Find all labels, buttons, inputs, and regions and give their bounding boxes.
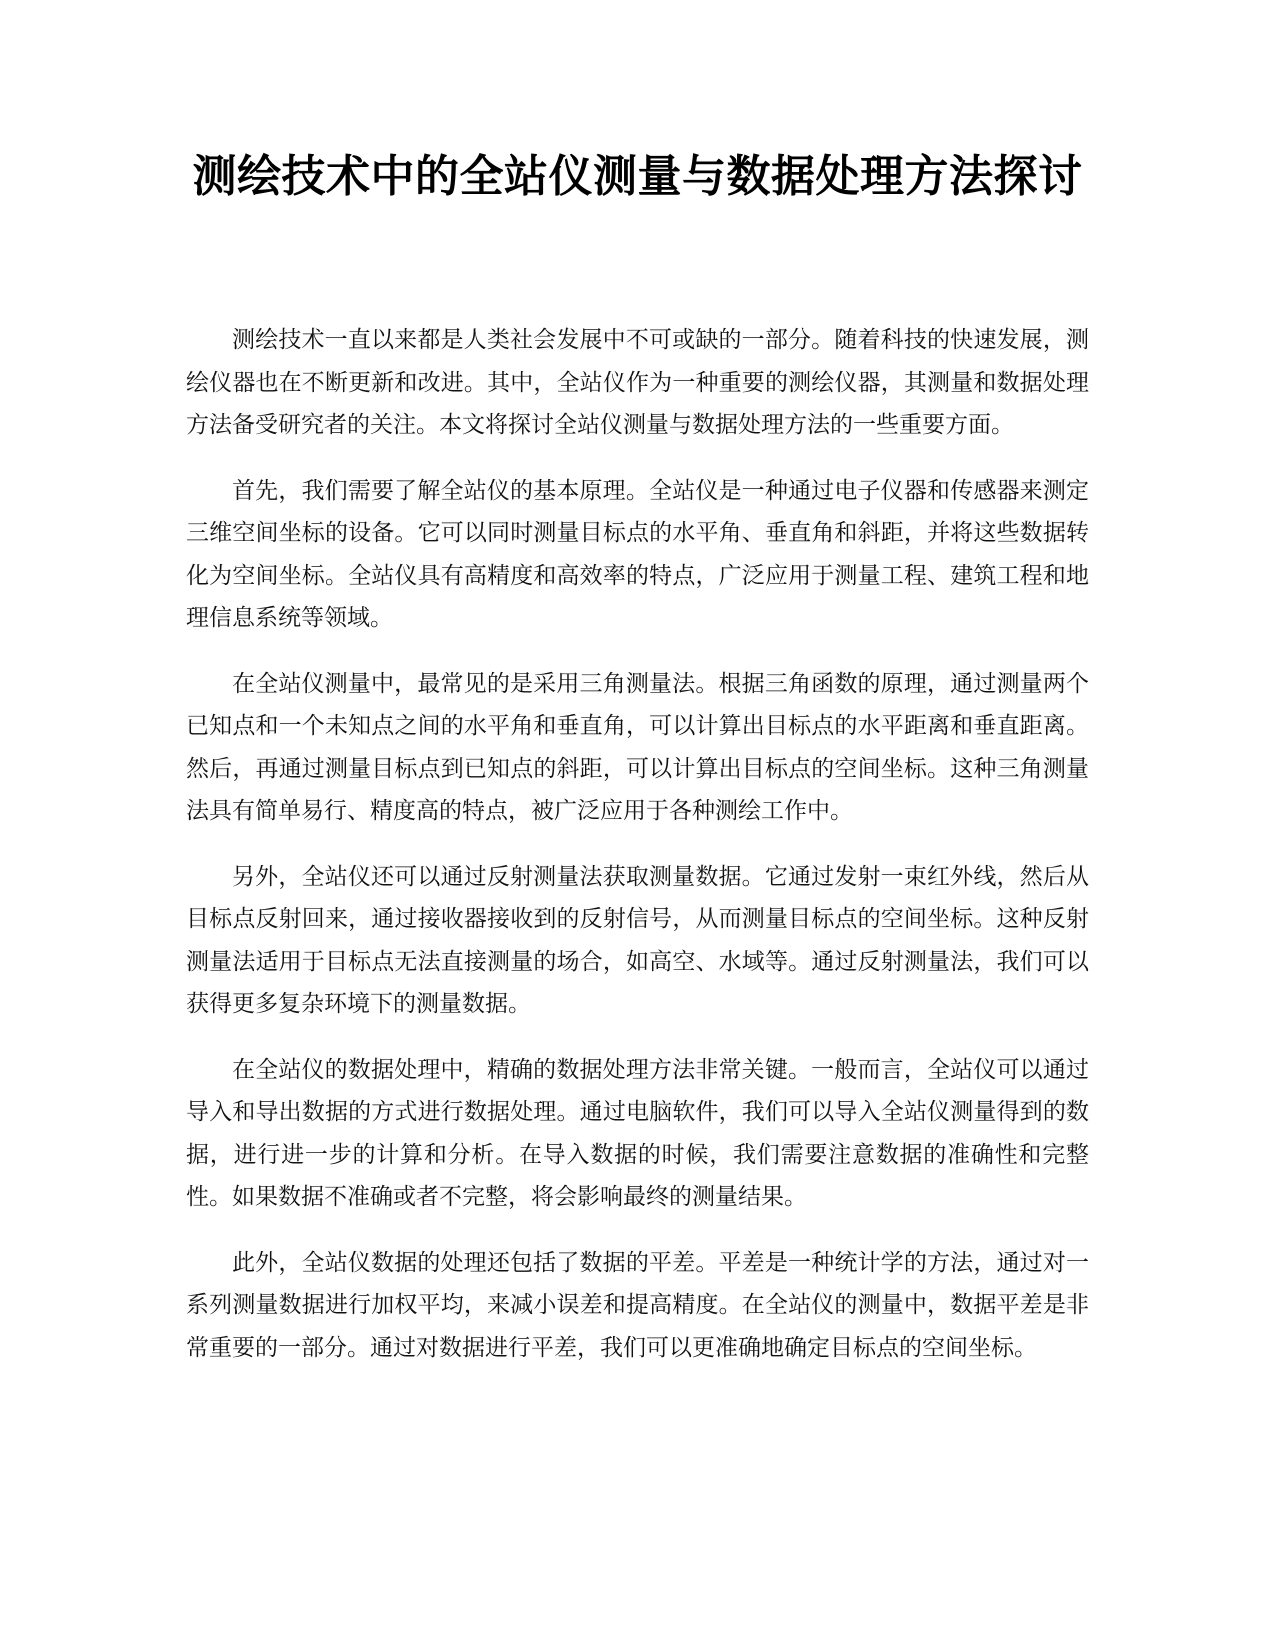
paragraph-triangulation: 在全站仪测量中，最常见的是采用三角测量法。根据三角函数的原理，通过测量两个已知点和一个未知点之间的水平角和垂直角，可以计算出目标点的水平距离和垂直距离。然后，再通过测量目标点到已知点的斜距，可以计算出目标点的空间坐标。这种三角测量法具有简单易行、精度高的特点，被广泛应用于各种测绘工作中。	[186, 670, 1089, 824]
paragraph-principle: 首先，我们需要了解全站仪的基本原理。全站仪是一种通过电子仪器和传感器来测定三维空间坐标的设备。它可以同时测量目标点的水平角、垂直角和斜距，并将这些数据转化为空间坐标。全站仪具有高精度和高效率的特点，广泛应用于测量工程、建筑工程和地理信息系统等领域。	[186, 477, 1089, 631]
paragraph-adjustment: 此外，全站仪数据的处理还包括了数据的平差。平差是一种统计学的方法，通过对一系列测量数据进行加权平均，来减小误差和提高精度。在全站仪的测量中，数据平差是非常重要的一部分。通过对数据进行平差，我们可以更准确地确定目标点的空间坐标。	[186, 1249, 1089, 1361]
document-title: 测绘技术中的全站仪测量与数据处理方法探讨	[192, 151, 1083, 202]
document-body	[186, 319, 1089, 1392]
paragraph-data-processing: 在全站仪的数据处理中，精确的数据处理方法非常关键。一般而言，全站仪可以通过导入和导出数据的方式进行数据处理。通过电脑软件，我们可以导入全站仪测量得到的数据，进行进一步的计算和分析。在导入数据的时候，我们需要注意数据的准确性和完整性。如果数据不准确或者不完整，将会影响最终的测量结果。	[186, 1056, 1089, 1210]
paragraph-intro: 测绘技术一直以来都是人类社会发展中不可或缺的一部分。随着科技的快速发展，测绘仪器也在不断更新和改进。其中，全站仪作为一种重要的测绘仪器，其测量和数据处理方法备受研究者的关注。本文将探讨全站仪测量与数据处理方法的一些重要方面。	[186, 327, 1089, 438]
paragraph-reflection: 另外，全站仪还可以通过反射测量法获取测量数据。它通过发射一束红外线，然后从目标点反射回来，通过接收器接收到的反射信号，从而测量目标点的空间坐标。这种反射测量法适用于目标点无法直接测量的场合，如高空、水域等。通过反射测量法，我们可以获得更多复杂环境下的测量数据。	[186, 863, 1089, 1017]
